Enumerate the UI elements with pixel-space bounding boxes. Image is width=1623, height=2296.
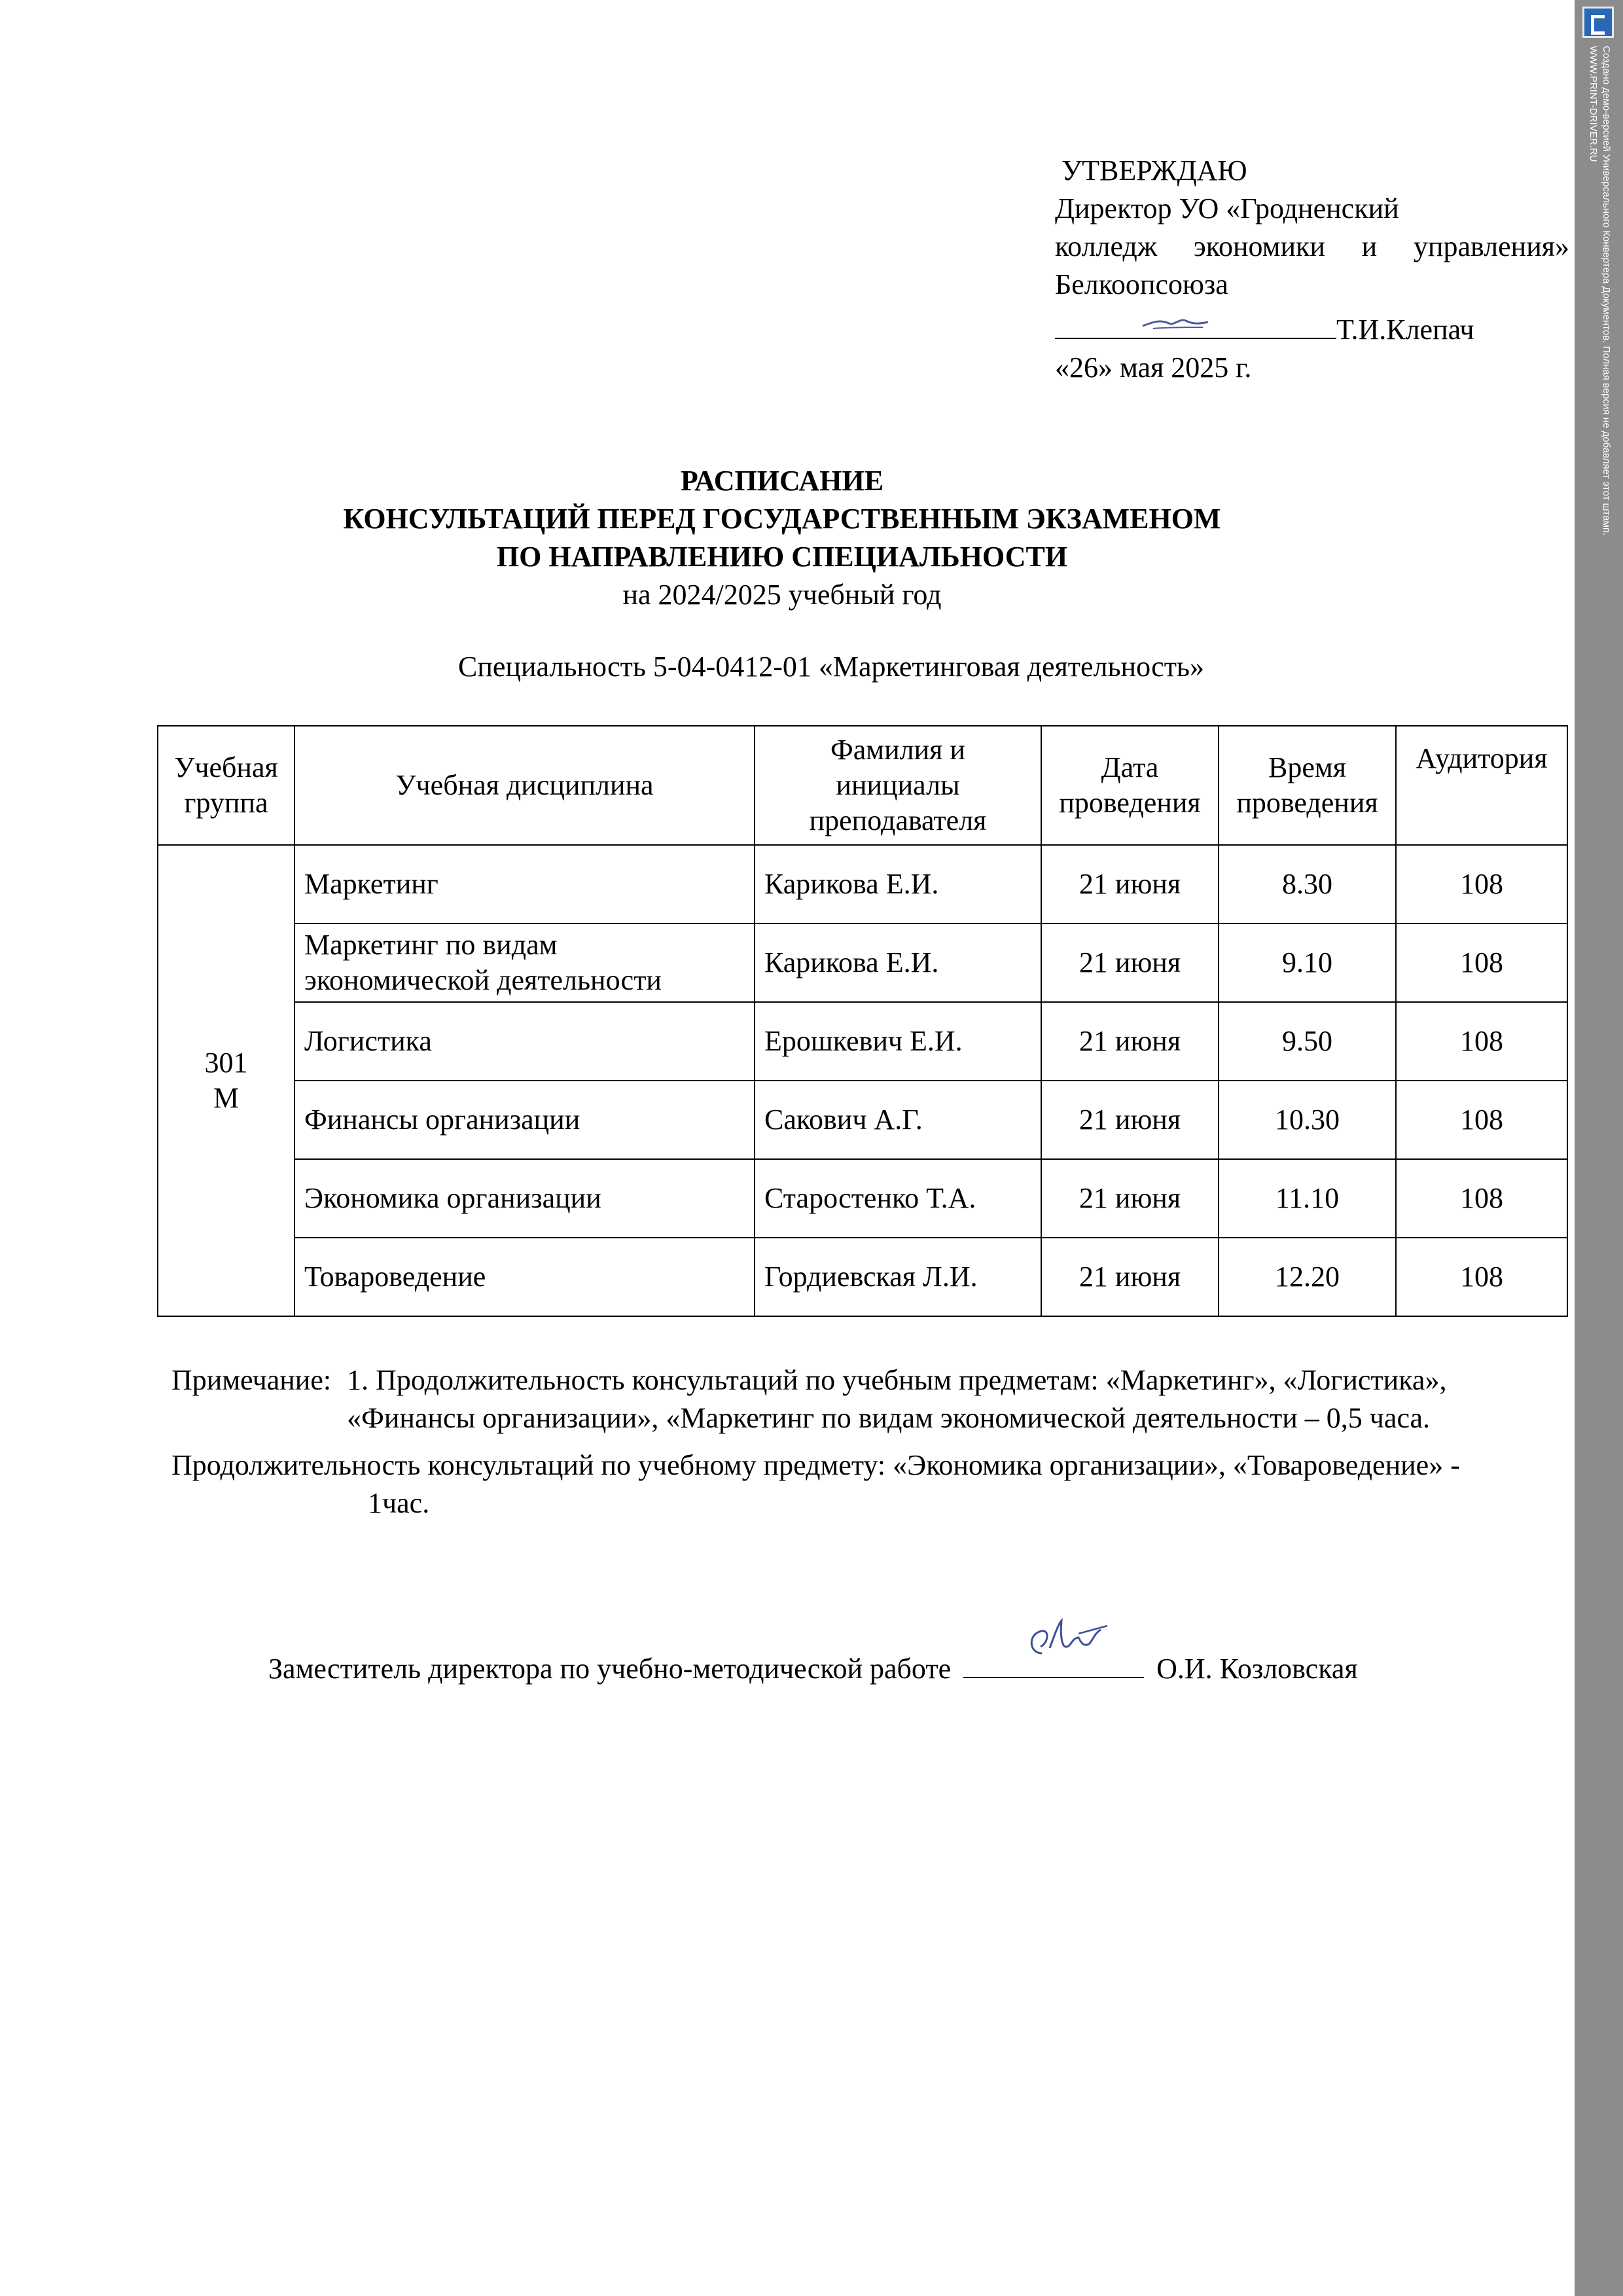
deputy-name: О.И. Козловская [1156, 1653, 1358, 1685]
date-cell: 21 июня [1041, 1002, 1219, 1081]
group-cell: 301 М [158, 845, 294, 1316]
date-cell: 21 июня [1041, 924, 1219, 1002]
note-2-line-b: 1час. [368, 1487, 430, 1519]
discipline-cell: Маркетинг [294, 845, 755, 924]
deputy-signature-line [963, 1644, 1144, 1678]
note-1-line-b: «Финансы организации», «Маркетинг по видам экономической деятельности – 0,5 часа. [347, 1402, 1431, 1434]
director-signature-line [1055, 304, 1336, 339]
room-cell: 108 [1396, 1002, 1567, 1081]
teacher-cell: Карикова Е.И. [755, 924, 1041, 1002]
schedule-table [157, 725, 1568, 1317]
approval-line-1: Директор УО «Гродненский [1055, 192, 1399, 224]
watermark-line-1: Создано демо-версией Универсального Конвертера Документов. Полная версия не добавляет этот штамп. [1601, 46, 1612, 536]
deputy-signature-icon [1016, 1614, 1114, 1666]
header-date: Дата проведения [1041, 726, 1219, 845]
date-cell: 21 июня [1041, 1238, 1219, 1316]
header-group: Учебная группа [158, 726, 294, 845]
approval-block [1055, 152, 1578, 387]
room-cell: 108 [1396, 924, 1567, 1002]
date-cell: 21 июня [1041, 845, 1219, 924]
table-row [158, 845, 1567, 924]
time-cell: 9.50 [1219, 1002, 1396, 1081]
time-cell: 11.10 [1219, 1159, 1396, 1238]
watermark-strip [1575, 0, 1623, 2296]
table-row [158, 1238, 1567, 1316]
time-cell: 10.30 [1219, 1081, 1396, 1159]
room-cell: 108 [1396, 1238, 1567, 1316]
teacher-cell: Старостенко Т.А. [755, 1159, 1041, 1238]
note-1-line-a: 1. Продолжительность консультаций по учебным предметам: «Маркетинг», «Логистика», [347, 1364, 1447, 1396]
title-line-2: КОНСУЛЬТАЦИЙ ПЕРЕД ГОСУДАРСТВЕННЫМ ЭКЗАМЕНОМ [343, 503, 1221, 535]
room-cell: 108 [1396, 1159, 1567, 1238]
approval-line-2: колледж экономики и управления» [1055, 230, 1569, 262]
discipline-cell: Финансы организации [294, 1081, 755, 1159]
note-1 [171, 1361, 1565, 1437]
teacher-cell: Карикова Е.И. [755, 845, 1041, 924]
date-cell: 21 июня [1041, 1081, 1219, 1159]
approval-heading: УТВЕРЖДАЮ [1061, 154, 1247, 187]
discipline-cell: Товароведение [294, 1238, 755, 1316]
discipline-cell: Экономика организации [294, 1159, 755, 1238]
title-line-1: РАСПИСАНИЕ [680, 465, 884, 497]
header-room: Аудитория [1396, 726, 1567, 845]
specialty-line: Специальность 5-04-0412-01 «Маркетинговая деятельность» [458, 651, 1204, 683]
converter-logo-icon [1582, 7, 1614, 38]
header-discipline: Учебная дисциплина [294, 726, 755, 845]
watermark-line-2: WWW.PRINT-DRIVER.RU [1588, 46, 1599, 162]
header-time: Время проведения [1219, 726, 1396, 845]
table-row [158, 1002, 1567, 1081]
note-2 [171, 1446, 1565, 1522]
note-2-line-a: Продолжительность консультаций по учебному предмету: «Экономика организации», «Товароведение» - [171, 1449, 1460, 1481]
watermark-text [1586, 46, 1613, 535]
table-row [158, 1159, 1567, 1238]
approval-date: «26» мая 2025 г. [1055, 351, 1252, 384]
discipline-cell: Логистика [294, 1002, 755, 1081]
teacher-cell: Гордиевская Л.И. [755, 1238, 1041, 1316]
time-cell: 8.30 [1219, 845, 1396, 924]
approval-signatory: Т.И.Клепач [1336, 314, 1474, 346]
deputy-title: Заместитель директора по учебно-методической работе [268, 1653, 952, 1685]
room-cell: 108 [1396, 1081, 1567, 1159]
table-row [158, 924, 1567, 1002]
approval-signature-row [1055, 304, 1578, 349]
title-line-3: ПО НАПРАВЛЕНИЮ СПЕЦИАЛЬНОСТИ [496, 541, 1068, 573]
teacher-cell: Сакович А.Г. [755, 1081, 1041, 1159]
director-signature-icon [1140, 313, 1212, 332]
time-cell: 9.10 [1219, 924, 1396, 1002]
room-cell: 108 [1396, 845, 1567, 924]
table-header-row [158, 726, 1567, 845]
deputy-signature-row [268, 1644, 1358, 1688]
notes-block [171, 1361, 1565, 1522]
teacher-cell: Ерошкевич Е.И. [755, 1002, 1041, 1081]
date-cell: 21 июня [1041, 1159, 1219, 1238]
time-cell: 12.20 [1219, 1238, 1396, 1316]
title-line-4: на 2024/2025 учебный год [622, 579, 942, 611]
notes-label: Примечание: [171, 1364, 332, 1396]
approval-line-3: Белкоопсоюза [1055, 268, 1228, 300]
header-teacher: Фамилия и инициалы преподавателя [755, 726, 1041, 845]
document-title [157, 462, 1407, 614]
table-row [158, 1081, 1567, 1159]
discipline-cell: Маркетинг по видам экономической деятельности [294, 924, 755, 1002]
